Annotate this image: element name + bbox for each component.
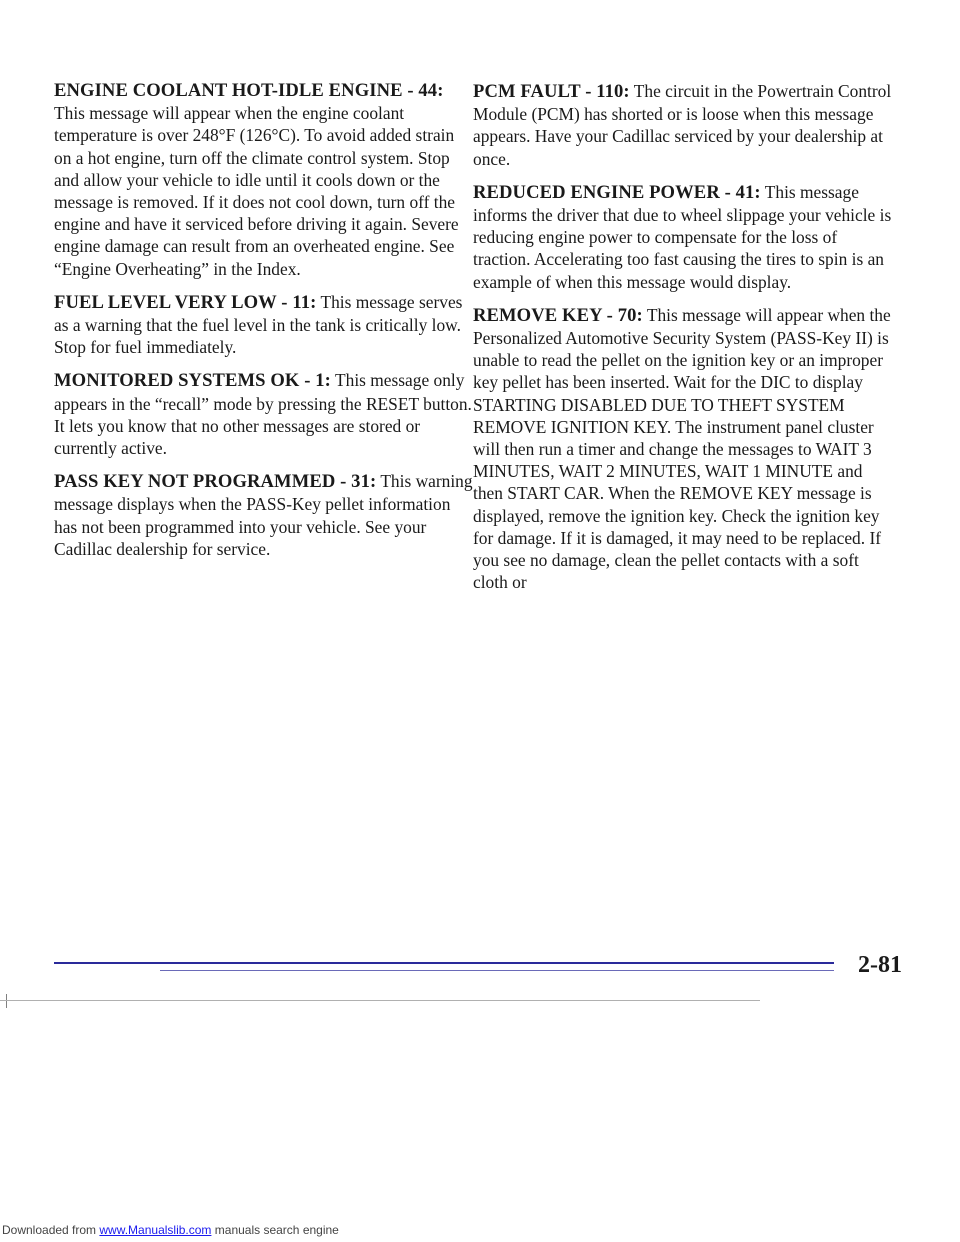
entry-heading: MONITORED SYSTEMS OK - 1:: [54, 370, 331, 392]
entry-monitored-systems-ok: [54, 369, 474, 459]
watermark-link[interactable]: www.Manualslib.com: [99, 1223, 212, 1237]
entry-heading: FUEL LEVEL VERY LOW - 11:: [54, 291, 317, 313]
watermark-prefix: Downloaded from: [2, 1223, 100, 1237]
entry-pcm-fault: [473, 80, 893, 170]
footer-rule-thin: [160, 970, 834, 971]
entry-engine-coolant-hot: [54, 80, 474, 280]
entry-remove-key: [473, 304, 893, 594]
entry-pass-key-not-programmed: [54, 470, 474, 560]
entry-body: This message informs the driver that due to wheel slippage your vehicle is reducing engine power to compensate for the loss of traction. Accelerating too fast causing the tires to spin is an example of when this message would display.: [473, 181, 892, 292]
entry-heading: ENGINE COOLANT HOT-IDLE ENGINE - 44:: [54, 80, 444, 101]
scan-edge-line: [0, 1000, 760, 1001]
entry-heading: REDUCED ENGINE POWER - 41:: [473, 181, 761, 203]
entry-heading: PASS KEY NOT PROGRAMMED - 31:: [54, 471, 377, 493]
page-number: 2-81: [858, 952, 902, 978]
entry-body: This message only appears in the “recall” mode by pressing the RESET button. It lets you know that no other messages are stored or currently active.: [54, 370, 472, 459]
left-column: [54, 80, 474, 571]
scan-edge-mark: [6, 994, 7, 1008]
entry-body: The circuit in the Powertrain Control Module (PCM) has shorted or is loose when this message appears. Have your Cadillac serviced by your dealership at once.: [473, 81, 892, 169]
footer-rule-thick: [54, 962, 834, 964]
entry-heading: REMOVE KEY - 70:: [473, 304, 643, 326]
entry-body: This warning message displays when the PASS-Key pellet information has not been programmed into your vehicle. See your Cadillac dealership for service.: [54, 471, 473, 559]
entry-body: This message will appear when the engine coolant temperature is over 248°F (126°C). To avoid added strain on a hot engine, turn off the climate control system. Stop and allow your vehicle to idle until it cools down or the message is removed. If it does not cool down, turn off the engine and have it serviced before driving it again. Severe engine damage can result from an overheated engine. See “Engine Overheating” in the Index.: [54, 103, 459, 279]
download-watermark: [2, 1222, 339, 1238]
entry-reduced-engine-power: [473, 181, 893, 293]
right-column: [473, 80, 893, 604]
entry-body: This message serves as a warning that the fuel level in the tank is critically low. Stop for fuel immediately.: [54, 291, 463, 358]
entry-fuel-level-very-low: [54, 291, 474, 359]
entry-heading: PCM FAULT - 110:: [473, 81, 630, 102]
entry-body: This message will appear when the Personalized Automotive Security System (PASS-Key II) is unable to read the pellet on the ignition key or an improper key pellet has been inserted. Wait for the DIC to display STARTING DISABLED DUE TO THEFT SYSTEM REMOVE IGNITION KEY. The instrument panel cluster will then run a timer and change the messages to WAIT 3 MINUTES, WAIT 2 MINUTES, WAIT 1 MINUTE and then START CAR. When the REMOVE KEY message is displayed, remove the ignition key. Check the ignition key for damage. If it is damaged, it may need to be replaced. If you see no damage, clean the pellet contacts with a soft cloth or: [473, 304, 891, 593]
watermark-suffix: manuals search engine: [211, 1223, 339, 1237]
